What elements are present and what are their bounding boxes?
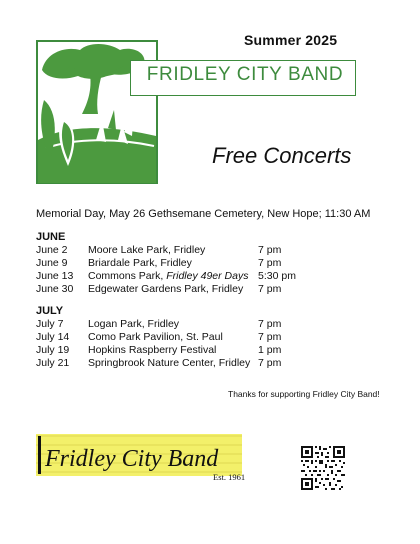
season-label: Summer 2025: [244, 32, 338, 48]
concert-row: [36, 331, 366, 345]
concert-row: [36, 283, 366, 297]
concert-date: June 30: [36, 283, 74, 295]
concert-time: 7 pm: [258, 244, 282, 256]
established-year: Est. 1961: [213, 472, 246, 482]
concert-time: 5:30 pm: [258, 270, 296, 282]
concert-venue: Springbrook Nature Center, Fridley: [88, 357, 251, 369]
concert-venue: Como Park Pavilion, St. Paul: [88, 331, 223, 343]
concert-time: 7 pm: [258, 357, 282, 369]
concert-venue-name: Commons Park,: [88, 270, 164, 282]
concert-row: [36, 357, 366, 371]
free-concerts-heading: Free Concerts: [212, 143, 352, 168]
concert-venue: Briardale Park, Fridley: [88, 257, 192, 269]
concert-venue: Hopkins Raspberry Festival: [88, 344, 217, 356]
qr-code-icon[interactable]: [301, 446, 345, 490]
concert-row: [36, 244, 366, 258]
concert-date: July 7: [36, 318, 64, 330]
concert-time: 7 pm: [258, 331, 282, 343]
concert-venue: [88, 270, 248, 282]
thanks-message: Thanks for supporting Fridley City Band!: [228, 389, 380, 399]
concert-date: June 2: [36, 244, 68, 256]
concert-venue: Edgewater Gardens Park, Fridley: [88, 283, 244, 295]
brand-script-name: Fridley City Band: [45, 446, 219, 472]
concert-date: June 9: [36, 257, 68, 269]
concert-row: [36, 318, 366, 332]
memorial-day-event: Memorial Day, May 26 Gethsemane Cemetery, New Hope; 11:30 AM: [36, 208, 371, 220]
concert-row: [36, 270, 366, 284]
concert-venue: Logan Park, Fridley: [88, 318, 180, 330]
july-heading: JULY: [36, 305, 64, 317]
june-heading: JUNE: [36, 231, 66, 243]
concert-row: [36, 344, 366, 358]
concert-date: June 13: [36, 270, 74, 282]
concert-row: [36, 257, 366, 271]
concert-venue: Moore Lake Park, Fridley: [88, 244, 206, 256]
concert-time: 1 pm: [258, 344, 282, 356]
concert-time: 7 pm: [258, 318, 282, 330]
concert-date: July 21: [36, 357, 70, 369]
concert-time: 7 pm: [258, 257, 282, 269]
concert-date: July 19: [36, 344, 70, 356]
concert-venue-note: Fridley 49er Days: [166, 270, 249, 282]
concert-time: 7 pm: [258, 283, 282, 295]
concert-date: July 14: [36, 331, 70, 343]
band-name-title: FRIDLEY CITY BAND: [146, 64, 344, 85]
